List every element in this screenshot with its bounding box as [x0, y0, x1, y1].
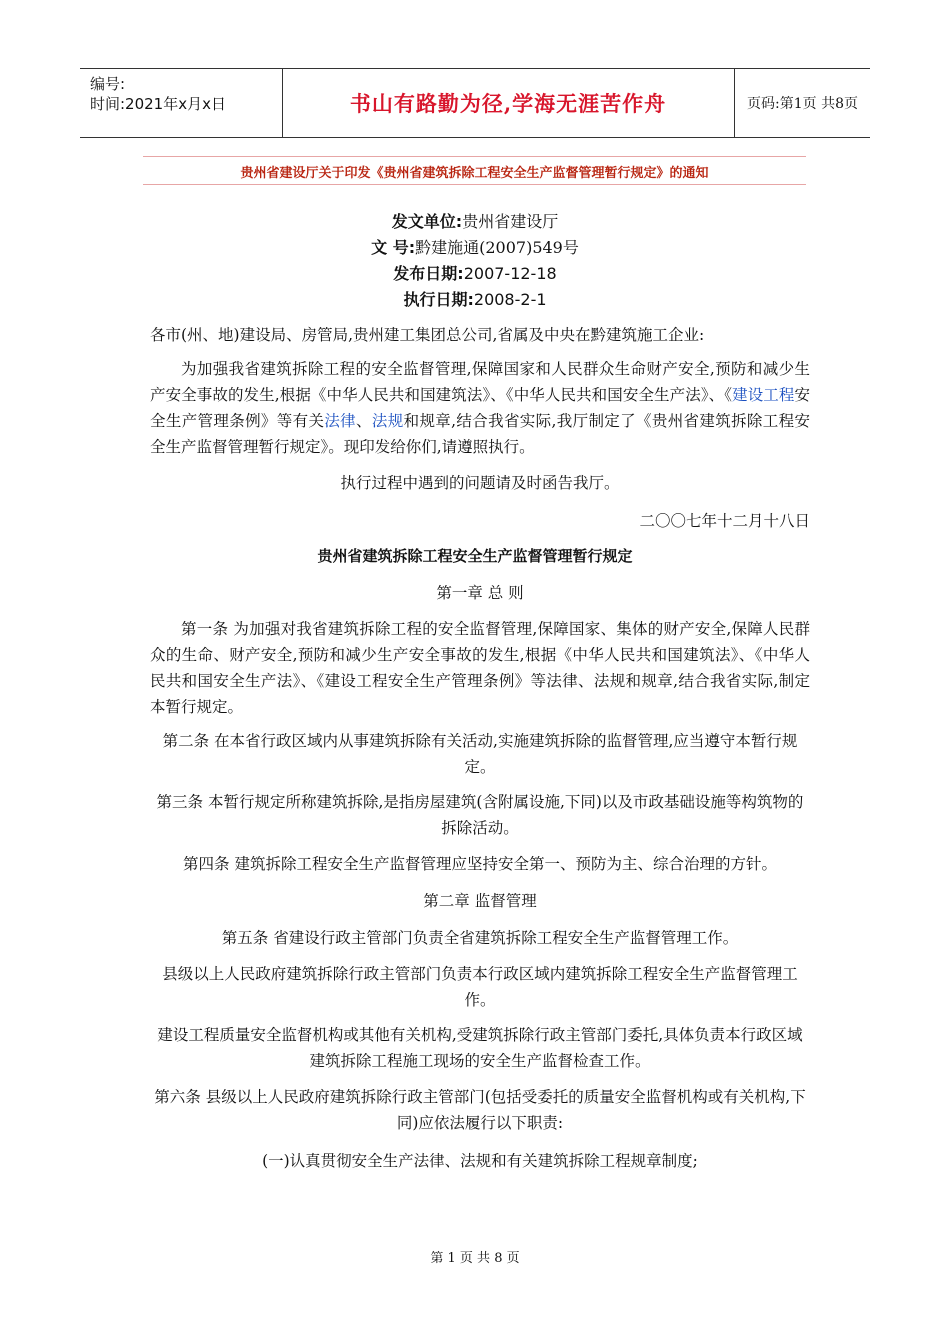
notice-title: 贵州省建设厅关于印发《贵州省建筑拆除工程安全生产监督管理暂行规定》的通知 — [240, 166, 709, 181]
followup-paragraph: 执行过程中遇到的问题请及时函告我厅。 — [340, 474, 620, 492]
sign-date: 二〇〇七年十二月十八日 — [639, 512, 810, 530]
article-5-para-2: 县级以上人民政府建筑拆除行政主管部门负责本行政区域内建筑拆除工程安全生产监督管理工作。 — [162, 965, 798, 1009]
chapter-2-heading: 第二章 监督管理 — [423, 892, 537, 910]
pubdate-value: 2007-12-18 — [463, 264, 557, 283]
issuer-label: 发文单位: — [391, 212, 463, 231]
intro-text-b: 安全生产管理条例》等有关 — [150, 386, 810, 430]
issuer-value: 贵州省建设厅 — [462, 212, 559, 231]
intro-text-a: 为加强我省建筑拆除工程的安全监督管理,保障国家和人民群众生命财产安全,预防和减少生产安全事故的发生,根据《中华人民共和国建筑法》、《中华人民共和国安全生产法》、《 — [150, 360, 810, 404]
article-5: 第五条 省建设行政主管部门负责全省建筑拆除工程安全生产监督管理工作。 — [221, 929, 739, 947]
pubdate-label: 发布日期: — [393, 264, 464, 283]
meta-effdate — [0, 287, 950, 310]
chapter-1-heading: 第一章 总 则 — [436, 584, 524, 602]
header-motto-cell — [282, 69, 735, 137]
doc-number-label: 编号: — [90, 75, 126, 93]
article-6-item-1: (一)认真贯彻安全生产法律、法规和有关建筑拆除工程规章制度; — [262, 1152, 698, 1170]
docno-value: 黔建施通(2007)549号 — [415, 238, 579, 257]
article-4: 第四条 建筑拆除工程安全生产监督管理应坚持安全第一、预防为主、综合治理的方针。 — [183, 855, 777, 873]
article-5-para-3: 建设工程质量安全监督机构或其他有关机构,受建筑拆除行政主管部门委托,具体负责本行政区域建筑拆除工程施工现场的安全生产监督检查工作。 — [157, 1026, 803, 1070]
link-regulation[interactable]: 法规 — [371, 412, 404, 430]
page-footer: 第 1 页 共 8 页 — [430, 1251, 520, 1266]
intro-paragraph — [150, 356, 810, 460]
doc-date-label: 时间:2021年x月x日 — [90, 95, 226, 113]
recipients: 各市(州、地)建设局、房管局,贵州建工集团总公司,省属及中央在黔建筑施工企业: — [150, 326, 705, 344]
meta-issuer — [0, 209, 950, 232]
docno-label: 文 号: — [371, 238, 416, 257]
link-law[interactable]: 法律 — [324, 412, 357, 430]
header-info-cell — [80, 69, 283, 137]
effdate-value: 2008-2-1 — [473, 290, 547, 309]
link-construction-project[interactable]: 建设工程 — [732, 386, 795, 404]
intro-text-d: 和规章,结合我省实际,我厅制定了《贵州省建筑拆除工程安全生产监督管理暂行规定》。现印发给你们,请遵照执行。 — [150, 412, 810, 456]
article-6: 第六条 县级以上人民政府建筑拆除行政主管部门(包括受委托的质量安全监督机构或有关机构,下同)应依法履行以下职责: — [154, 1088, 806, 1132]
meta-docno — [0, 235, 950, 258]
effdate-label: 执行日期: — [403, 290, 474, 309]
article-1: 第一条 为加强对我省建筑拆除工程的安全监督管理,保障国家、集体的财产安全,保障人民群众的生命、财产安全,预防和减少生产安全事故的发生,根据《中华人民共和国建筑法》、《中华人民共和国安全生产法》、《建设工程安全生产管理条例》等法律、法规和规章,结合我省实际,制定本暂行规定。 — [150, 620, 810, 716]
article-2: 第二条 在本省行政区域内从事建筑拆除有关活动,实施建筑拆除的监督管理,应当遵守本暂行规定。 — [162, 732, 798, 776]
intro-text-c: 、 — [356, 412, 372, 430]
motto-text: 书山有路勤为径,学海无涯苦作舟 — [349, 91, 667, 116]
article-3: 第三条 本暂行规定所称建筑拆除,是指房屋建筑(含附属设施,下同)以及市政基础设施等构筑物的拆除活动。 — [156, 793, 804, 837]
title-top-rule — [143, 156, 806, 157]
title-bottom-rule — [143, 184, 806, 185]
header-page-cell — [735, 69, 870, 137]
meta-pubdate — [0, 261, 950, 284]
document-header — [80, 68, 870, 138]
page-indicator: 页码:第1页 共8页 — [747, 96, 858, 112]
regulation-title: 贵州省建筑拆除工程安全生产监督管理暂行规定 — [317, 547, 633, 565]
